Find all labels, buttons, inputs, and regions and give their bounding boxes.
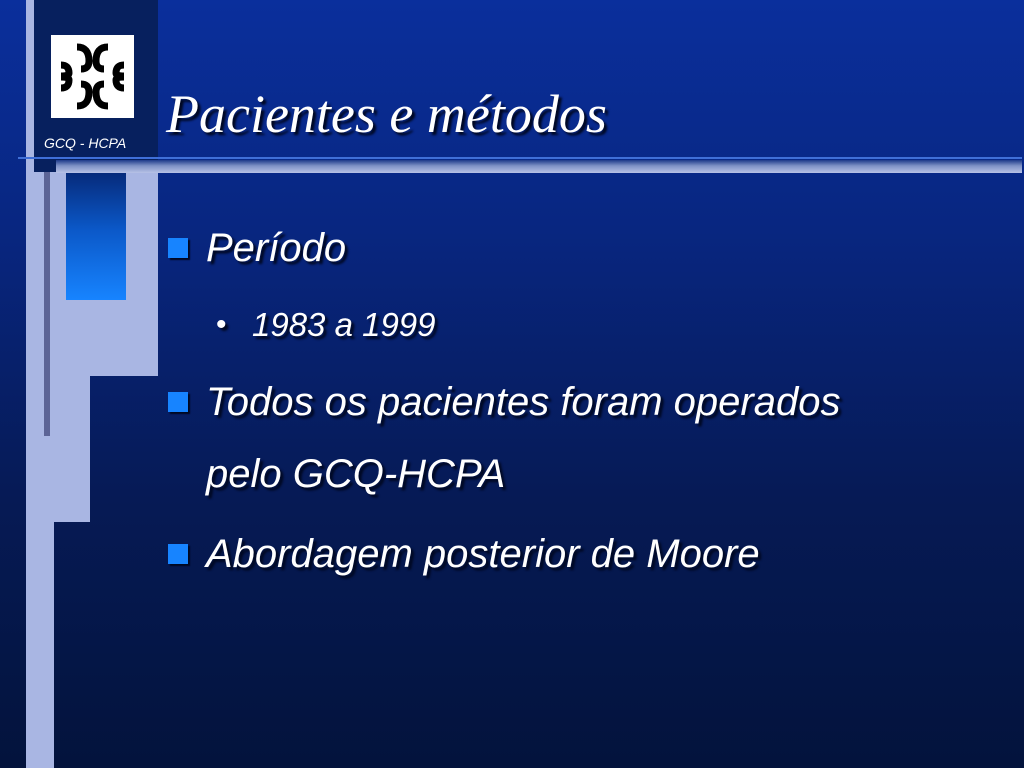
- square-bullet-icon: [168, 392, 188, 412]
- sub-bullet-text: 1983 a 1999: [252, 306, 436, 343]
- slide-title: Pacientes e métodos: [166, 84, 607, 144]
- bullet-text: Período: [206, 226, 347, 270]
- bullet-text-line-1: Todos os pacientes foram operados: [206, 380, 841, 424]
- bullet-text: Abordagem posterior de Moore: [206, 532, 760, 576]
- square-bullet-icon: [168, 238, 188, 258]
- bullet-text-line-2: pelo GCQ-HCPA: [206, 452, 506, 496]
- dot-bullet-icon: •: [216, 308, 227, 341]
- square-bullet-icon: [168, 544, 188, 564]
- logo-caption: GCQ - HCPA: [44, 135, 127, 151]
